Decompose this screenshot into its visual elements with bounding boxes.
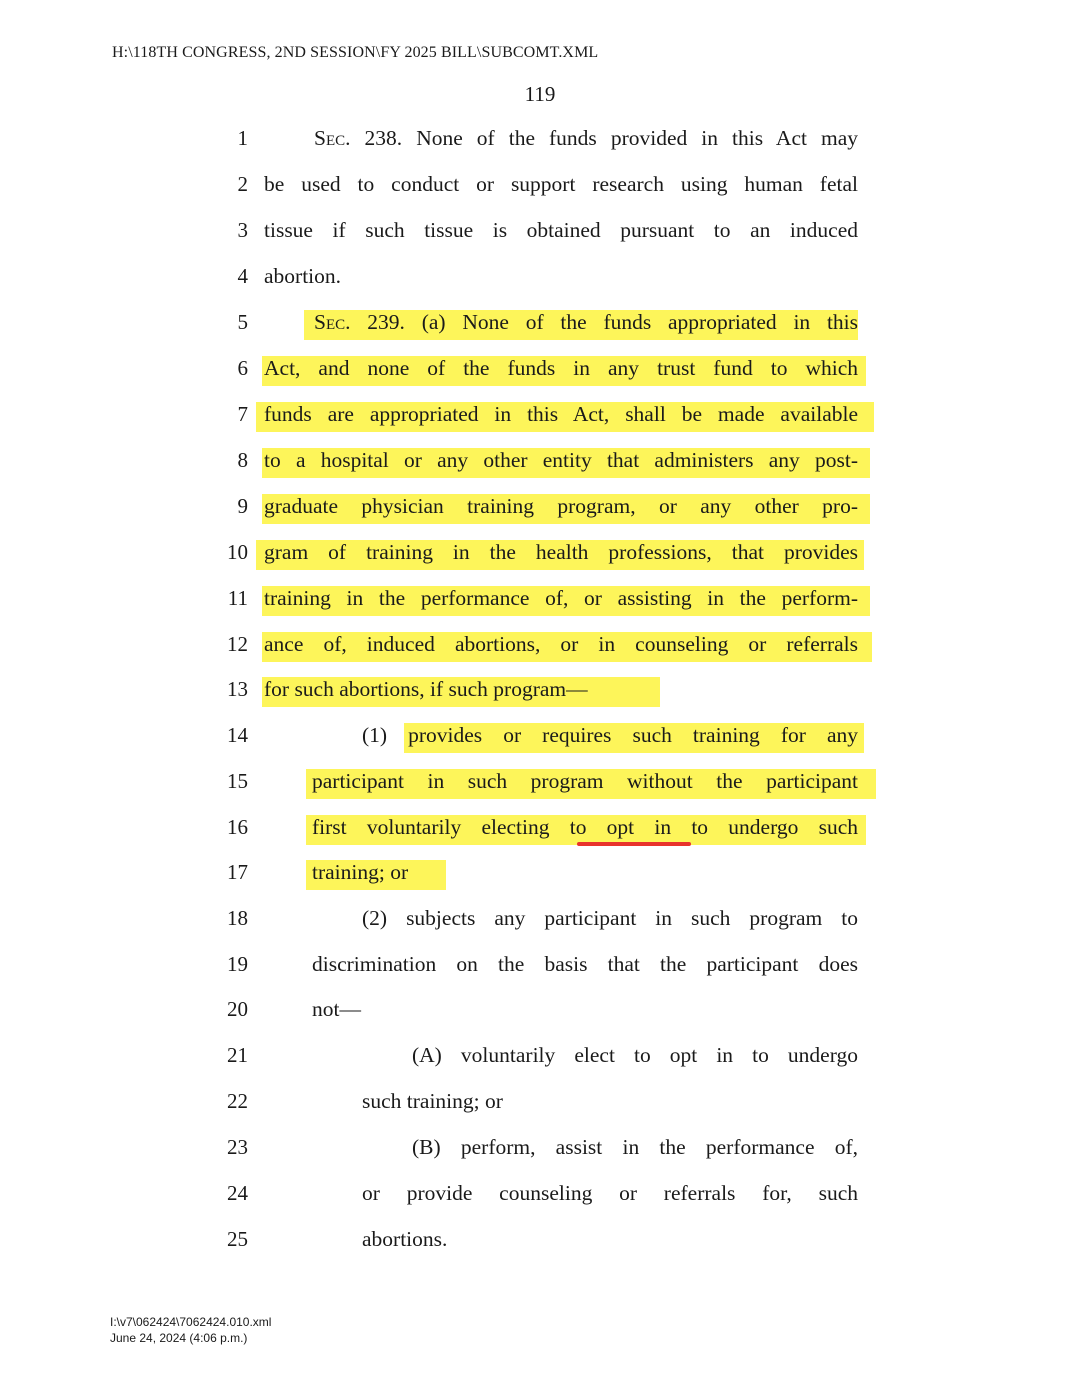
line-number: 2 xyxy=(237,172,248,196)
line-number: 11 xyxy=(227,586,248,610)
line-text: graduate physician training program, or any other pro- xyxy=(264,494,858,518)
line-number: 12 xyxy=(227,632,248,656)
line-text: gram of training in the health professions, that provides xyxy=(264,540,858,564)
text-line-8 xyxy=(0,440,1080,480)
text-line-12 xyxy=(0,624,1080,664)
paragraph-label: (1) xyxy=(362,723,388,747)
text-line-24 xyxy=(0,1173,1080,1213)
line-text: discrimination on the basis that the participant does xyxy=(312,952,858,976)
text-line-14 xyxy=(0,715,1080,755)
line-text: participant in such program without the participant xyxy=(312,769,858,793)
line-number: 19 xyxy=(227,952,248,976)
text-line-25 xyxy=(0,1219,1080,1259)
text-line-11 xyxy=(0,578,1080,618)
line-text: abortion. xyxy=(264,264,342,288)
line-number: 20 xyxy=(227,997,248,1021)
line-text: such training; or xyxy=(362,1089,503,1113)
text-line-7 xyxy=(0,394,1080,434)
line-text: training; or xyxy=(312,860,409,884)
line-text: Sec. 238. None of the funds provided in this Act may xyxy=(314,126,859,150)
line-number: 15 xyxy=(227,769,248,793)
text-line-10 xyxy=(0,532,1080,572)
line-number: 25 xyxy=(227,1227,248,1251)
line-text: not— xyxy=(312,997,361,1021)
line-number: 7 xyxy=(237,402,248,426)
text-line-4 xyxy=(0,256,1080,296)
line-text: tissue if such tissue is obtained pursuant to an induced xyxy=(264,218,858,242)
line-text: (2) subjects any participant in such program to xyxy=(362,906,858,930)
red-underline-annotation xyxy=(577,842,691,846)
line-number: 21 xyxy=(227,1043,248,1067)
line-text: (B) perform, assist in the performance of, xyxy=(412,1135,858,1159)
section-label: Sec. 239. xyxy=(314,310,405,334)
line-number: 23 xyxy=(227,1135,248,1159)
text-line-2 xyxy=(0,164,1080,204)
document-file-path: H:\118TH CONGRESS, 2ND SESSION\FY 2025 BILL\SUBCOMT.XML xyxy=(112,44,599,61)
text-line-18 xyxy=(0,898,1080,938)
text-line-17 xyxy=(0,852,1080,892)
line-text: first voluntarily electing to opt in to undergo such xyxy=(312,815,858,839)
line-text: for such abortions, if such program— xyxy=(264,677,588,701)
text-line-5 xyxy=(0,302,1080,342)
line-text: be used to conduct or support research using human fetal xyxy=(264,172,858,196)
footer-file-path: I:\v7\062424\7062424.010.xml xyxy=(110,1315,272,1329)
line-text: (A) voluntarily elect to opt in to undergo xyxy=(412,1043,858,1067)
text-line-21 xyxy=(0,1035,1080,1075)
line-number: 3 xyxy=(237,218,248,242)
line-number: 4 xyxy=(237,264,248,288)
line-number: 1 xyxy=(237,126,248,150)
text-line-20 xyxy=(0,989,1080,1029)
line-number: 10 xyxy=(227,540,248,564)
text-line-16 xyxy=(0,807,1080,847)
line-number: 13 xyxy=(227,677,248,701)
text-line-1 xyxy=(0,118,1080,158)
line-text: or provide counseling or referrals for, such xyxy=(362,1181,858,1205)
line-number: 8 xyxy=(237,448,248,472)
line-text: funds are appropriated in this Act, shall be made available xyxy=(264,402,858,426)
line-number: 18 xyxy=(227,906,248,930)
line-text: Sec. 239. (a) None of the funds appropriated in this xyxy=(314,310,859,334)
line-number: 17 xyxy=(227,860,248,884)
line-text: Act, and none of the funds in any trust fund to which xyxy=(264,356,858,380)
line-number: 16 xyxy=(227,815,248,839)
text-line-13 xyxy=(0,669,1080,709)
line-text: ance of, induced abortions, or in counseling or referrals xyxy=(264,632,858,656)
line-number: 14 xyxy=(227,723,248,747)
text-line-23 xyxy=(0,1127,1080,1167)
text-line-6 xyxy=(0,348,1080,388)
text-line-19 xyxy=(0,944,1080,984)
line-text: to a hospital or any other entity that administers any post- xyxy=(264,448,858,472)
line-number: 5 xyxy=(237,310,248,334)
text-line-9 xyxy=(0,486,1080,526)
line-number: 9 xyxy=(237,494,248,518)
section-label: Sec. 238. xyxy=(314,126,403,150)
line-text: training in the performance of, or assisting in the perform- xyxy=(264,586,858,610)
line-text: (1) provides or requires such training for any xyxy=(362,723,858,747)
text-line-3 xyxy=(0,210,1080,250)
footer-date: June 24, 2024 (4:06 p.m.) xyxy=(110,1331,248,1345)
line-number: 6 xyxy=(237,356,248,380)
page-number: 119 xyxy=(524,82,556,106)
line-number: 22 xyxy=(227,1089,248,1113)
line-number: 24 xyxy=(227,1181,248,1205)
line-text: abortions. xyxy=(362,1227,448,1251)
text-line-15 xyxy=(0,761,1080,801)
document-footer xyxy=(110,1314,271,1346)
text-line-22 xyxy=(0,1081,1080,1121)
